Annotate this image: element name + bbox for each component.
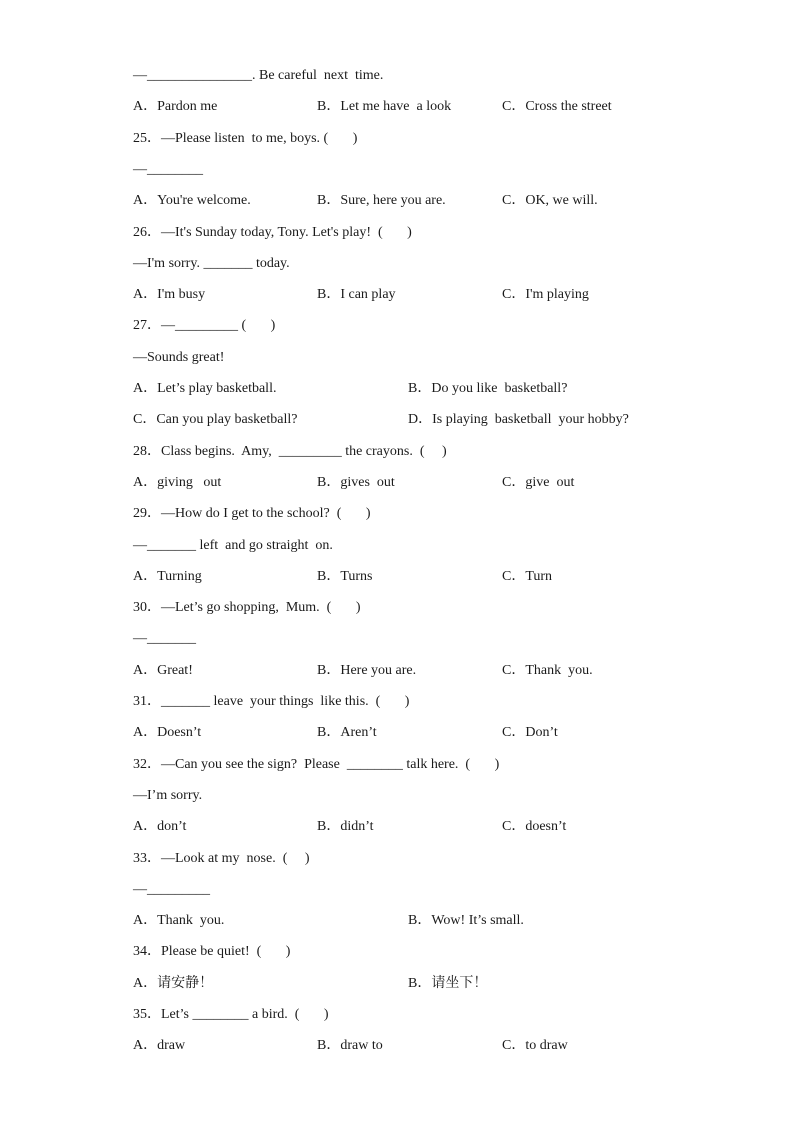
answer-option: B．I can play [317,287,396,302]
answer-option: A．Doesn’t [133,725,202,740]
question-line: —_______ left and go straight on. [133,538,333,553]
answer-option: B．gives out [317,475,395,490]
question-line: —_________ [133,882,210,897]
answer-option: B．Aren’t [317,725,377,740]
answer-option: A．don’t [133,819,187,834]
answer-option: D．Is playing basketball your hobby? [408,412,629,427]
answer-option: C．doesn’t [502,819,567,834]
question-line: 26．—It's Sunday today, Tony. Let's play! ( ) [133,225,412,240]
answer-option: A．I'm busy [133,287,206,302]
answer-option: B．请坐下！ [408,976,488,991]
question-line: 30．—Let’s go shopping, Mum. ( ) [133,600,361,615]
question-line: —I'm sorry. _______ today. [133,256,290,271]
answer-option: C．Turn [502,569,553,584]
answer-option: C．Don’t [502,725,558,740]
answer-option: C．Cross the street [502,99,612,114]
question-line: 32．—Can you see the sign? Please ________ talk here. ( ) [133,757,500,772]
answer-option: B．didn’t [317,819,374,834]
question-line: —_______________. Be careful next time. [133,68,384,83]
answer-option: C．I'm playing [502,287,589,302]
question-line: 31．_______ leave your things like this. ( ) [133,694,410,709]
answer-option: A．Turning [133,569,202,584]
answer-option: C．give out [502,475,575,490]
question-line: —Sounds great! [133,350,225,365]
answer-option: B．Let me have a look [317,99,452,114]
question-line: —_______ [133,631,196,646]
question-line: 28．Class begins. Amy, _________ the crayons. ( ) [133,444,447,459]
question-line: 27．—_________ ( ) [133,318,276,333]
answer-option: B．Sure, here you are. [317,193,446,208]
answer-option: C．Can you play basketball? [133,412,298,427]
answer-option: B．Turns [317,569,373,584]
answer-option: C．to draw [502,1038,568,1053]
answer-option: A．Great! [133,663,193,678]
question-line: 34．Please be quiet! ( ) [133,944,291,959]
answer-option: A．Let’s play basketball. [133,381,277,396]
answer-option: B．Here you are. [317,663,417,678]
answer-option: A．giving out [133,475,222,490]
answer-option: A．You're welcome. [133,193,251,208]
answer-option: B．draw to [317,1038,383,1053]
answer-option: A．Pardon me [133,99,218,114]
question-line: 29．—How do I get to the school? ( ) [133,506,371,521]
answer-option: A．draw [133,1038,186,1053]
question-line: 25．—Please listen to me, boys. ( ) [133,131,358,146]
question-line: —________ [133,162,203,177]
answer-option: B．Wow! It’s small. [408,913,524,928]
answer-option: A．请安静！ [133,976,214,991]
question-line: 33．—Look at my nose. ( ) [133,851,310,866]
answer-option: A．Thank you. [133,913,225,928]
answer-option: C．Thank you. [502,663,593,678]
answer-option: B．Do you like basketball? [408,381,568,396]
question-line: 35．Let’s ________ a bird. ( ) [133,1007,329,1022]
question-line: —I’m sorry. [133,788,203,803]
answer-option: C．OK, we will. [502,193,598,208]
